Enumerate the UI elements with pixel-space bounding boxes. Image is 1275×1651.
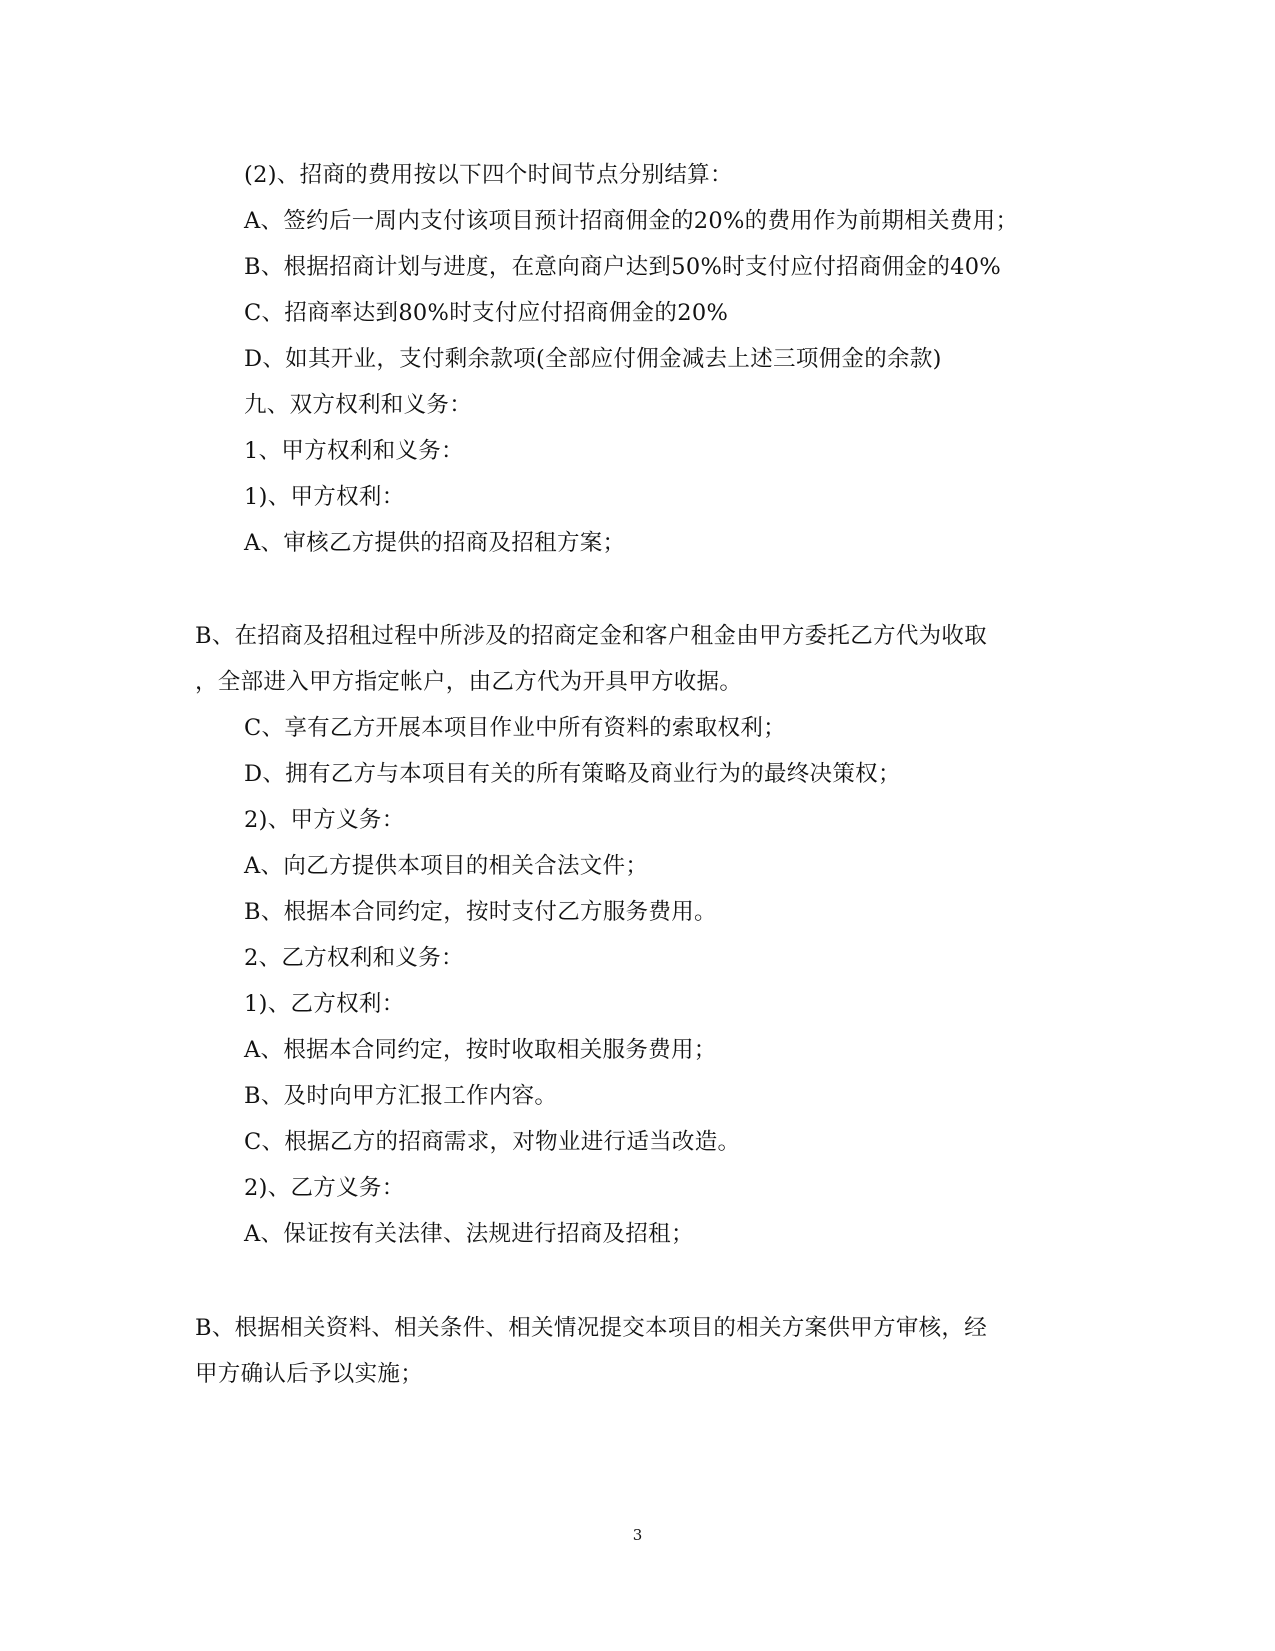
text-line: C、根据乙方的招商需求，对物业进行适当改造。 (244, 1129, 741, 1155)
text-line: A、根据本合同约定，按时收取相关服务费用； (244, 1037, 717, 1063)
text-line: 1)、乙方权利： (244, 991, 405, 1017)
text-line: D、拥有乙方与本项目有关的所有策略及商业行为的最终决策权； (244, 761, 901, 787)
text-line: B、根据招商计划与进度，在意向商户达到50%时支付应付招商佣金的40% (244, 254, 1002, 280)
text-line: A、保证按有关法律、法规进行招商及招租； (244, 1221, 694, 1247)
text-line: C、招商率达到80%时支付应付招商佣金的20% (244, 300, 729, 326)
text-line: B、及时向甲方汇报工作内容。 (244, 1083, 558, 1109)
text-line: 1、甲方权利和义务： (244, 438, 464, 464)
text-line: B、根据相关资料、相关条件、相关情况提交本项目的相关方案供甲方审核，经 (195, 1315, 988, 1341)
text-line: 2)、甲方义务： (244, 807, 405, 833)
text-line: B、在招商及招租过程中所涉及的招商定金和客户租金由甲方委托乙方代为收取 (195, 623, 988, 649)
text-line: 2)、乙方义务： (244, 1175, 405, 1201)
text-line: D、如其开业，支付剩余款项(全部应付佣金减去上述三项佣金的余款) (244, 346, 942, 372)
text-line: C、享有乙方开展本项目作业中所有资料的索取权利； (244, 715, 786, 741)
text-line: ，全部进入甲方指定帐户，由乙方代为开具甲方收据。 (195, 669, 743, 695)
section-heading: 九、双方权利和义务： (244, 392, 473, 418)
text-line: 甲方确认后予以实施； (195, 1361, 424, 1387)
text-line: A、向乙方提供本项目的相关合法文件； (244, 853, 649, 879)
text-line: (2)、招商的费用按以下四个时间节点分别结算： (244, 162, 733, 188)
text-line: 1)、甲方权利： (244, 484, 405, 510)
page-number: 3 (632, 1526, 643, 1544)
text-line: A、签约后一周内支付该项目预计招商佣金的20%的费用作为前期相关费用； (244, 208, 1019, 234)
text-line: 2、乙方权利和义务： (244, 945, 464, 971)
text-line: A、审核乙方提供的招商及招租方案； (244, 530, 626, 556)
text-line: B、根据本合同约定，按时支付乙方服务费用。 (244, 899, 717, 925)
